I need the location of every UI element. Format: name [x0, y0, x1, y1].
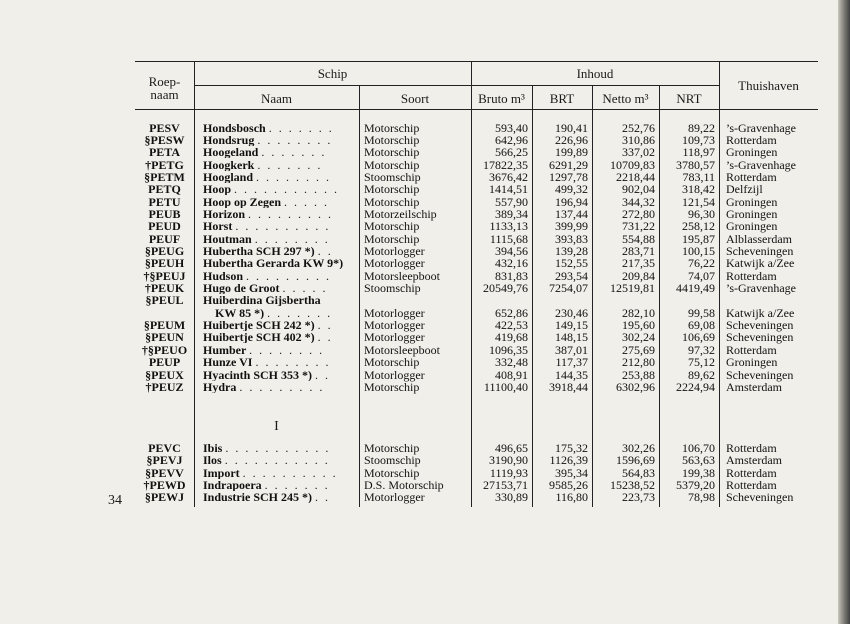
bruto-m3-cell: 389,34: [495, 206, 528, 221]
leader-dots: . . . . . . . .: [255, 356, 331, 369]
ship-name-text: Hunze VI: [203, 356, 253, 369]
ship-type-cell: Motorlogger: [364, 490, 425, 505]
home-port-cell: ’s-Gravenhage: [726, 281, 796, 296]
bruto-m3-cell: 27153,71: [483, 478, 528, 493]
netto-m3-cell: 253,88: [622, 367, 655, 382]
leader-dots: . .: [317, 319, 333, 332]
call-sign-cell: †PEUZ: [145, 379, 184, 394]
ship-name-text: Import: [203, 466, 240, 479]
brt-cell: 1126,39: [549, 453, 588, 468]
ship-type-cell: Motorlogger: [364, 318, 425, 333]
nrt-cell: 318,42: [682, 182, 715, 197]
call-sign-cell: †PEUK: [144, 281, 185, 296]
home-port-cell: Rotterdam: [726, 342, 777, 357]
ship-name-text: Ilos: [203, 454, 222, 467]
brt-cell: 399,99: [555, 219, 588, 234]
ship-name-text: Huiberdina Gijsbertha: [203, 294, 321, 307]
ship-type-cell: Stoomschip: [364, 281, 421, 296]
ship-name-text: Horizon: [203, 207, 245, 220]
brt-cell: 117,37: [555, 355, 588, 370]
nrt-cell: 195,87: [682, 231, 715, 246]
home-port-cell: ’s-Gravenhage: [726, 120, 796, 135]
netto-m3-cell: 12519,81: [610, 281, 655, 296]
ship-type-cell: Motorschip: [364, 465, 420, 480]
ship-type-cell: Motorlogger: [364, 367, 425, 382]
leader-dots: . . . . . . .: [257, 158, 323, 171]
home-port-cell: Scheveningen: [726, 367, 794, 382]
ship-type-cell: Motorlogger: [364, 244, 425, 258]
nrt-cell: 78,98: [688, 490, 715, 505]
bruto-m3-cell: 831,83: [495, 268, 528, 283]
header-netto: Netto m³: [602, 91, 649, 106]
netto-m3-cell: 272,80: [622, 206, 655, 221]
leader-dots: . . . . . . . .: [254, 232, 330, 245]
brt-cell: 137,44: [555, 206, 588, 221]
call-sign-cell: §PEVJ: [146, 453, 183, 468]
brt-cell: 6291,29: [549, 157, 588, 172]
call-sign-cell: †PETG: [145, 157, 184, 172]
netto-m3-cell: 302,24: [622, 330, 655, 345]
header-soort: Soort: [400, 91, 430, 106]
brt-cell: 152,55: [555, 256, 588, 271]
leader-dots: . . . . . . .: [261, 146, 327, 159]
netto-m3-cell: 902,04: [622, 182, 655, 197]
nrt-cell: 89,22: [688, 120, 715, 135]
home-port-cell: Groningen: [726, 206, 778, 221]
call-sign-cell: §PEWJ: [144, 490, 185, 505]
netto-m3-cell: 212,80: [622, 355, 655, 370]
header-brt: BRT: [549, 91, 575, 106]
home-port-cell: Katwijk a/Zee: [726, 256, 795, 271]
col-divider-nrt: [719, 61, 720, 507]
leader-dots: . . . . . . .: [264, 479, 330, 492]
netto-m3-cell: 209,84: [622, 268, 655, 283]
ship-name-cell: [203, 331, 355, 343]
leader-dots: . . . . . . . . .: [246, 269, 332, 282]
brt-cell: 3918,44: [549, 379, 588, 394]
brt-cell: 395,34: [555, 465, 588, 480]
brt-cell: 1297,78: [549, 169, 588, 184]
bruto-m3-cell: 408,91: [495, 367, 528, 382]
ship-name-cell: [203, 369, 355, 381]
col-divider-naam: [359, 85, 360, 507]
ship-name-text: Hondsrug: [203, 133, 255, 146]
brt-cell: 387,01: [555, 342, 588, 357]
brt-cell: 393,83: [555, 231, 588, 246]
home-port-cell: Rotterdam: [726, 132, 777, 147]
leader-dots: . . . . . . . .: [249, 343, 325, 356]
brt-cell: 199,89: [555, 145, 588, 160]
ship-type-cell: Motorschip: [364, 145, 420, 160]
bruto-m3-cell: 17822,35: [483, 157, 528, 172]
nrt-cell: 199,38: [682, 465, 715, 480]
nrt-cell: 109,73: [682, 132, 715, 147]
home-port-cell: Scheveningen: [726, 244, 794, 258]
call-sign-cell: §PEUG: [144, 244, 185, 258]
nrt-cell: 258,12: [682, 219, 715, 234]
brt-cell: 9585,26: [549, 478, 588, 493]
ship-name-cell: [203, 134, 355, 146]
bruto-m3-cell: 422,53: [495, 318, 528, 333]
ship-name-text: Hoop op Zegen: [203, 195, 282, 208]
nrt-cell: 106,69: [682, 330, 715, 345]
ship-type-cell: Motorschip: [364, 120, 420, 135]
leader-dots: . . . . . . . . .: [239, 380, 325, 393]
netto-m3-cell: 10709,83: [610, 157, 655, 172]
ship-name-cell: [203, 454, 355, 466]
col-divider-roepnaam: [194, 61, 195, 507]
nrt-cell: 96,30: [688, 206, 715, 221]
netto-m3-cell: 275,69: [622, 342, 655, 357]
bruto-m3-cell: 496,65: [495, 441, 528, 455]
home-port-cell: Groningen: [726, 194, 778, 209]
ship-name-cell: [203, 491, 355, 503]
ship-name-cell: [203, 257, 355, 269]
netto-m3-cell: 223,73: [622, 490, 655, 505]
ship-type-cell: Motorschip: [364, 379, 420, 394]
netto-m3-cell: 15238,52: [610, 478, 655, 493]
home-port-cell: Rotterdam: [726, 169, 777, 184]
netto-m3-cell: 252,76: [622, 120, 655, 135]
ship-type-cell: Motorschip: [364, 219, 420, 234]
ship-type-cell: Motorschip: [364, 441, 420, 455]
header-roepnaam-line2: naam: [150, 87, 179, 102]
ship-name-cell: [203, 479, 355, 491]
ship-type-cell: Motorschip: [364, 194, 420, 209]
netto-m3-cell: 310,86: [622, 132, 655, 147]
book-spine-shadow: [838, 0, 850, 624]
call-sign-cell: †§PEUJ: [143, 268, 186, 283]
ship-type-cell: Stoomschip: [364, 169, 421, 184]
ship-name-text: Houtman: [203, 232, 252, 245]
home-port-cell: Scheveningen: [726, 490, 794, 505]
table-top-rule: [135, 61, 818, 62]
leader-dots: . . . . .: [282, 282, 328, 295]
header-nrt: NRT: [676, 91, 702, 106]
leader-dots: . .: [317, 331, 333, 344]
nrt-cell: 563,63: [682, 453, 715, 468]
nrt-cell: 2224,94: [676, 379, 715, 394]
ship-name-cell: [203, 467, 355, 479]
nrt-cell: 89,62: [688, 367, 715, 382]
nrt-cell: 74,07: [688, 268, 715, 283]
nrt-cell: 118,97: [682, 145, 715, 160]
nrt-cell: 75,12: [688, 355, 715, 370]
call-sign-cell: §PEUH: [144, 256, 185, 271]
ship-name-cell: [203, 220, 355, 232]
home-port-cell: Amsterdam: [726, 453, 782, 468]
ship-type-cell: D.S. Motorschip: [364, 478, 444, 493]
ship-name-cell: [203, 344, 355, 356]
ship-name-text: Hyacinth SCH 353 *): [203, 368, 313, 381]
leader-dots: . . . . . . . . .: [248, 207, 333, 220]
call-sign-cell: §PEUN: [145, 330, 184, 345]
netto-m3-cell: 195,60: [622, 318, 655, 333]
ship-name-text: Hudson: [203, 269, 244, 282]
call-sign-cell: PEUP: [148, 355, 181, 370]
netto-m3-cell: 731,22: [622, 219, 655, 234]
leader-dots: . .: [317, 245, 333, 257]
bruto-m3-cell: 1414,51: [489, 182, 528, 197]
leader-dots: . . . . . . .: [267, 306, 333, 319]
netto-m3-cell: 217,35: [622, 256, 655, 271]
ship-type-cell: Motorsleepboot: [364, 268, 440, 283]
ship-name-cell: [203, 442, 355, 454]
call-sign-cell: §PEVV: [145, 465, 184, 480]
ship-name-cell: [203, 356, 355, 368]
ship-name-cell: [203, 282, 355, 294]
home-port-cell: Katwijk a/Zee: [726, 305, 795, 320]
netto-m3-cell: 2218,44: [616, 169, 655, 184]
ship-name-text: Hondsbosch: [203, 121, 266, 134]
brt-cell: 230,46: [555, 305, 588, 320]
home-port-cell: Delfzijl: [726, 182, 763, 197]
leader-dots: . . . . . . . . . . .: [234, 183, 340, 196]
header-roepnaam-line1: Roep-: [148, 74, 181, 89]
nrt-cell: 121,54: [682, 194, 715, 209]
ship-name-text: Hubertha Gerarda KW 9*): [203, 257, 344, 270]
bruto-m3-cell: 432,16: [495, 256, 528, 271]
netto-m3-cell: 283,71: [622, 244, 655, 258]
ship-name-cell: [203, 146, 355, 158]
brt-cell: 144,35: [555, 367, 588, 382]
ship-name-text: Huibertje SCH 242 *): [203, 319, 315, 332]
ship-type-cell: Motorlogger: [364, 256, 425, 271]
ship-name-text: Hoogland: [203, 170, 254, 183]
call-sign-cell: PETU: [148, 194, 181, 209]
ship-type-cell: Motorlogger: [364, 305, 425, 320]
ship-name-text: Hoop: [203, 183, 232, 196]
ship-type-cell: Motorzeilschip: [364, 206, 437, 221]
nrt-cell: 783,11: [682, 169, 715, 184]
netto-m3-cell: 337,02: [622, 145, 655, 160]
call-sign-cell: †PEWD: [143, 478, 186, 493]
netto-m3-cell: 564,83: [622, 465, 655, 480]
ship-name-cell: [203, 245, 355, 257]
ship-name-text: Hubertha SCH 297 *): [203, 245, 315, 257]
call-sign-cell: PEUB: [148, 206, 181, 221]
bruto-m3-cell: 1133,13: [489, 219, 528, 234]
ship-name-cell: [203, 233, 355, 245]
leader-dots: . . . . . . . .: [257, 133, 333, 146]
ship-name-cell: [203, 319, 355, 331]
brt-cell: 148,15: [555, 330, 588, 345]
section-letter: I: [274, 419, 279, 434]
nrt-cell: 97,32: [688, 342, 715, 357]
ship-name-cell: [203, 270, 355, 282]
leader-dots: . . . . . . . . . .: [235, 220, 331, 233]
ship-type-cell: Motorsleepboot: [364, 342, 440, 357]
brt-cell: 190,41: [555, 120, 588, 135]
call-sign-cell: PESV: [149, 120, 180, 135]
home-port-cell: Rotterdam: [726, 441, 777, 455]
netto-m3-cell: 302,26: [622, 441, 655, 455]
brt-cell: 293,54: [555, 268, 588, 283]
bruto-m3-cell: 3676,42: [489, 169, 528, 184]
leader-dots: . . . . . . . . . . .: [225, 442, 331, 454]
call-sign-cell: PEUD: [148, 219, 181, 234]
ship-type-cell: Motorschip: [364, 157, 420, 172]
home-port-cell: Groningen: [726, 355, 778, 370]
call-sign-cell: PETA: [148, 145, 181, 160]
ship-name-text: Hydra: [203, 380, 237, 393]
ship-type-cell: Motorlogger: [364, 330, 425, 345]
call-sign-cell: PEVC: [148, 441, 181, 455]
ship-name-text: Hoogkerk: [203, 158, 255, 171]
netto-m3-cell: 1596,69: [616, 453, 655, 468]
header-naam: Naam: [260, 91, 293, 106]
nrt-cell: 76,22: [688, 256, 715, 271]
call-sign-cell: PETQ: [148, 182, 181, 197]
home-port-cell: Groningen: [726, 145, 778, 160]
leader-dots: . . . . . . . .: [256, 170, 332, 183]
brt-cell: 7254,07: [549, 281, 588, 296]
call-sign-cell: §PESW: [144, 132, 185, 147]
call-sign-cell: PEUF: [148, 231, 181, 246]
subheader-rule-schip: [194, 85, 471, 86]
ship-name-text: Horst: [203, 220, 233, 233]
ship-name-cell: [203, 208, 355, 220]
nrt-cell: 100,15: [682, 244, 715, 258]
bruto-m3-cell: 419,68: [495, 330, 528, 345]
ship-name-text: Hoogeland: [203, 146, 259, 159]
home-port-cell: Groningen: [726, 219, 778, 234]
ship-type-cell: Motorschip: [364, 132, 420, 147]
bruto-m3-cell: 642,96: [495, 132, 528, 147]
leader-dots: . . . . .: [284, 195, 330, 208]
brt-cell: 139,28: [555, 244, 588, 258]
ship-name-cell: [215, 307, 355, 319]
leader-dots: . . . . . . . . . . .: [224, 454, 330, 467]
ship-name-text: Ibis: [203, 442, 223, 454]
ship-name-text: KW 85 *): [215, 306, 265, 319]
netto-m3-cell: 344,32: [622, 194, 655, 209]
home-port-cell: ’s-Gravenhage: [726, 157, 796, 172]
home-port-cell: Rotterdam: [726, 478, 777, 493]
header-bruto: Bruto m³: [478, 91, 525, 106]
call-sign-cell: §PEUX: [145, 367, 184, 382]
bruto-m3-cell: 1096,35: [489, 342, 528, 357]
ship-name-cell: [203, 196, 355, 208]
home-port-cell: Rotterdam: [726, 268, 777, 283]
header-thuishaven: Thuishaven: [738, 78, 799, 93]
page-number: 34: [108, 493, 122, 508]
ship-name-cell: [203, 183, 355, 195]
call-sign-cell: §PEUL: [145, 293, 184, 308]
ship-name-text: Indrapoera: [203, 479, 262, 492]
netto-m3-cell: 554,88: [622, 231, 655, 246]
brt-cell: 226,96: [555, 132, 588, 147]
bruto-m3-cell: 566,25: [495, 145, 528, 160]
ship-name-cell: [203, 294, 355, 306]
nrt-cell: 69,08: [688, 318, 715, 333]
bruto-m3-cell: 557,90: [495, 194, 528, 209]
bruto-m3-cell: 330,89: [495, 490, 528, 505]
nrt-cell: 4419,49: [676, 281, 715, 296]
ship-name-cell: [203, 122, 355, 134]
ship-name-cell: [203, 171, 355, 183]
brt-cell: 175,32: [555, 441, 588, 455]
nrt-cell: 106,70: [682, 441, 715, 455]
ship-name-text: Industrie SCH 245 *): [203, 491, 313, 504]
leader-dots: . .: [315, 368, 331, 381]
bruto-m3-cell: 394,56: [495, 244, 528, 258]
home-port-cell: Alblasserdam: [726, 231, 792, 246]
ship-type-cell: Motorschip: [364, 355, 420, 370]
ship-type-cell: Motorschip: [364, 231, 420, 246]
bruto-m3-cell: 1115,68: [489, 231, 528, 246]
bruto-m3-cell: 652,86: [495, 305, 528, 320]
subheader-rule-inhoud: [471, 85, 719, 86]
leader-dots: . . . . . . . . . .: [242, 466, 338, 479]
brt-cell: 499,32: [555, 182, 588, 197]
call-sign-cell: §PEUM: [143, 318, 186, 333]
ship-name-cell: [203, 381, 355, 393]
header-schip: Schip: [317, 66, 348, 81]
ship-name-cell: [203, 159, 355, 171]
bruto-m3-cell: 20549,76: [483, 281, 528, 296]
home-port-cell: Scheveningen: [726, 330, 794, 345]
header-bottom-rule: [135, 109, 818, 110]
leader-dots: . . . . . . .: [268, 121, 334, 134]
netto-m3-cell: 282,10: [622, 305, 655, 320]
brt-cell: 116,80: [555, 490, 588, 505]
call-sign-cell: †§PEUO: [141, 342, 188, 357]
nrt-cell: 5379,20: [676, 478, 715, 493]
ship-type-cell: Motorschip: [364, 182, 420, 197]
brt-cell: 196,94: [555, 194, 588, 209]
ship-name-text: Hugo de Groot: [203, 282, 280, 295]
home-port-cell: Amsterdam: [726, 379, 782, 394]
ship-name-text: Humber: [203, 343, 247, 356]
brt-cell: 149,15: [555, 318, 588, 333]
call-sign-cell: §PETM: [144, 169, 185, 184]
ship-name-text: Huibertje SCH 402 *): [203, 331, 315, 344]
netto-m3-cell: 6302,96: [616, 379, 655, 394]
home-port-cell: Rotterdam: [726, 465, 777, 480]
header-inhoud: Inhoud: [576, 66, 614, 81]
nrt-cell: 3780,57: [676, 157, 715, 172]
bruto-m3-cell: 1119,93: [489, 465, 528, 480]
home-port-cell: Scheveningen: [726, 318, 794, 333]
bruto-m3-cell: 3190,90: [489, 453, 528, 468]
bruto-m3-cell: 593,40: [495, 120, 528, 135]
nrt-cell: 99,58: [688, 305, 715, 320]
bruto-m3-cell: 332,48: [495, 355, 528, 370]
ship-type-cell: Stoomschip: [364, 453, 421, 468]
leader-dots: . .: [315, 491, 331, 504]
bruto-m3-cell: 11100,40: [483, 379, 528, 394]
